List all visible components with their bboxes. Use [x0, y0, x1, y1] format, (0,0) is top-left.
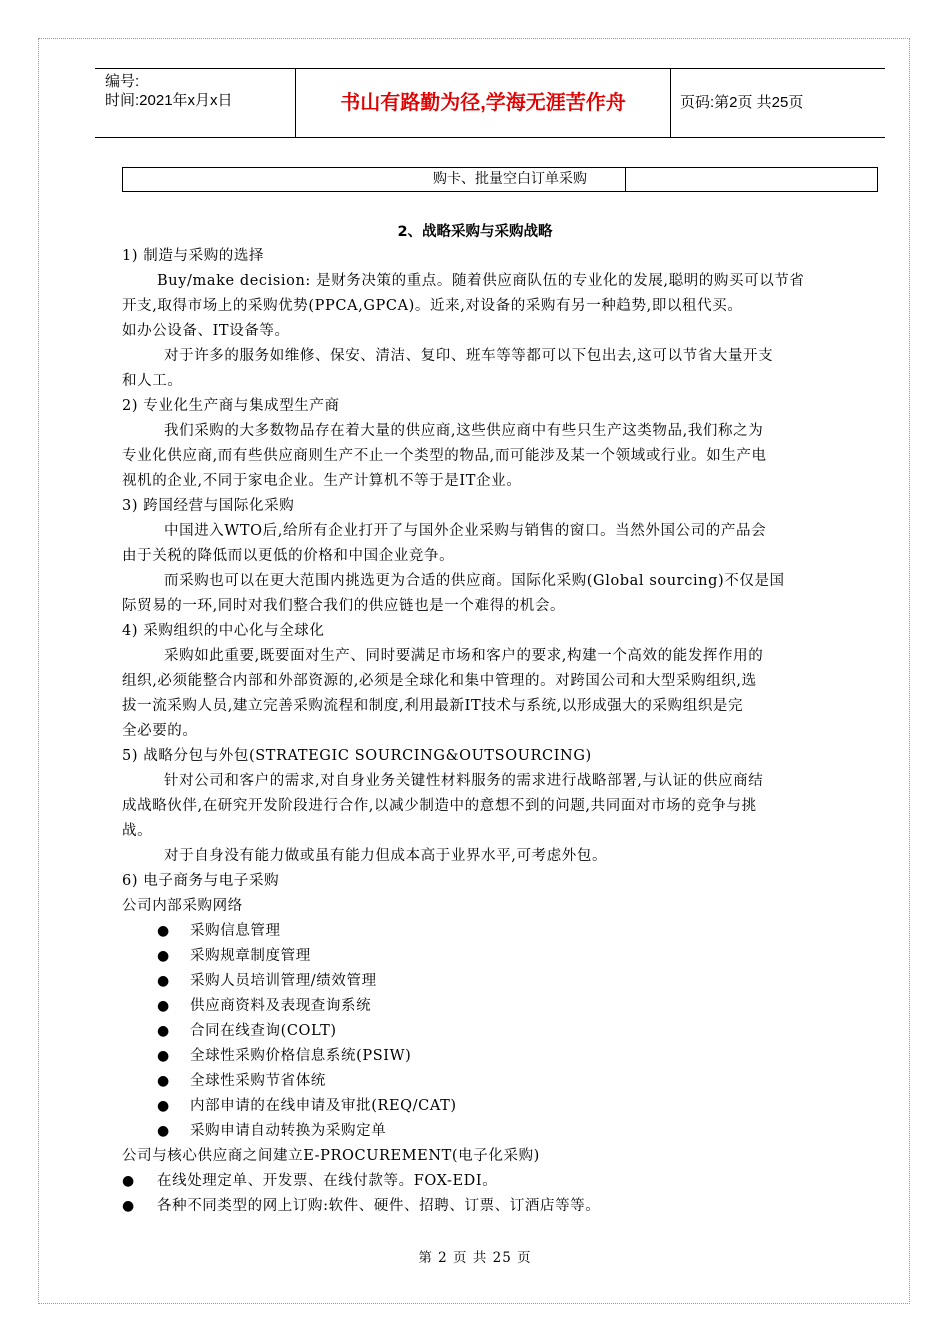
bullet-icon: ●	[122, 1198, 135, 1214]
paragraph-line: 战。	[122, 823, 153, 839]
list-item: 采购规章制度管理	[190, 948, 311, 964]
paragraph-line: 对于自身没有能力做或虽有能力但成本高于业界水平,可考虑外包。	[164, 848, 608, 864]
list-item: 供应商资料及表现查询系统	[190, 998, 372, 1014]
paragraph-line: 对于许多的服务如维修、保安、清洁、复印、班车等等都可以下包出去,这可以节省大量开支	[164, 348, 774, 364]
paragraph-line: 和人工。	[122, 373, 183, 389]
heading-2: 2) 专业化生产商与集成型生产商	[122, 398, 340, 414]
paragraph-line: 际贸易的一环,同时对我们整合我们的供应链也是一个难得的机会。	[122, 598, 566, 614]
header-motto: 书山有路勤为径,学海无涯苦作舟	[296, 69, 671, 137]
bullet-icon: ●	[157, 1048, 170, 1064]
section-title: 2、战略采购与采购战略	[397, 224, 553, 240]
document-time-label: 时间:2021年x月x日	[105, 92, 233, 109]
list-item: 全球性采购节省体统	[190, 1073, 326, 1089]
bullet-icon: ●	[157, 948, 170, 964]
paragraph-line: 我们采购的大多数物品存在着大量的供应商,这些供应商中有些只生产这类物品,我们称之为	[164, 423, 764, 439]
list-item: 各种不同类型的网上订购:软件、硬件、招聘、订票、订酒店等等。	[157, 1198, 601, 1214]
paragraph-line: 中国进入WTO后,给所有企业打开了与国外企业采购与销售的窗口。当然外国公司的产品会	[164, 523, 767, 539]
heading-3: 3) 跨国经营与国际化采购	[122, 498, 295, 514]
bullet-icon: ●	[157, 1098, 170, 1114]
heading-4: 4) 采购组织的中心化与全球化	[122, 623, 325, 639]
paragraph-line: 开支,取得市场上的采购优势(PPCA,GPCA)。近来,对设备的采购有另一种趋势,即以租代买。	[122, 298, 743, 314]
paragraph-line: 视机的企业,不同于家电企业。生产计算机不等于是IT企业。	[122, 473, 522, 489]
bullet-icon: ●	[157, 998, 170, 1014]
paragraph-line: 组织,必须能整合内部和外部资源的,必须是全球化和集中管理的。对跨国公司和大型采购组织,选	[122, 673, 757, 689]
header-page-info: 页码:第2页 共25页	[680, 94, 804, 111]
header-left-cell	[95, 69, 296, 137]
paragraph-line: 采购如此重要,既要面对生产、同时要满足市场和客户的要求,构建一个高效的能发挥作用的	[164, 648, 764, 664]
page-header	[95, 68, 885, 138]
paragraph-line: 成战略伙伴,在研究开发阶段进行合作,以减少制造中的意想不到的问题,共同面对市场的竞争与挑	[122, 798, 757, 814]
page-footer: 第 2 页 共 25 页	[418, 1250, 532, 1266]
subheading-internal-network: 公司内部采购网络	[122, 898, 243, 914]
paragraph-line: 拔一流采购人员,建立完善采购流程和制度,利用最新IT技术与系统,以形成强大的采购组织是完	[122, 698, 744, 714]
list-item: 全球性采购价格信息系统(PSIW)	[190, 1048, 412, 1064]
list-item: 采购申请自动转换为采购定单	[190, 1123, 387, 1139]
paragraph-line: 而采购也可以在更大范围内挑选更为合适的供应商。国际化采购(Global sourcing)不仅是国	[164, 573, 785, 589]
paragraph-line: Buy/make decision: 是财务决策的重点。随着供应商队伍的专业化的发展,聪明的购买可以节省	[157, 273, 805, 289]
bullet-icon: ●	[157, 1023, 170, 1039]
document-code-label: 编号:	[105, 73, 140, 90]
table-row	[122, 167, 878, 192]
subheading-core-supplier: 公司与核心供应商之间建立E-PROCUREMENT(电子化采购)	[122, 1148, 540, 1164]
bullet-icon: ●	[122, 1173, 135, 1189]
list-item: 采购人员培训管理/绩效管理	[190, 973, 377, 989]
list-item: 采购信息管理	[190, 923, 281, 939]
paragraph-line: 由于关税的降低而以更低的价格和中国企业竞争。	[122, 548, 455, 564]
bullet-icon: ●	[157, 1123, 170, 1139]
list-item: 内部申请的在线申请及审批(REQ/CAT)	[190, 1098, 457, 1114]
bullet-icon: ●	[157, 1073, 170, 1089]
list-item: 合同在线查询(COLT)	[190, 1023, 337, 1039]
paragraph-line: 针对公司和客户的需求,对自身业务关键性材料服务的需求进行战略部署,与认证的供应商结	[164, 773, 764, 789]
bullet-icon: ●	[157, 923, 170, 939]
list-item: 在线处理定单、开发票、在线付款等。FOX-EDI。	[157, 1173, 498, 1189]
heading-5: 5) 战略分包与外包(STRATEGIC SOURCING&OUTSOURCING)	[122, 748, 592, 764]
heading-6: 6) 电子商务与电子采购	[122, 873, 280, 889]
table-cell: 购卡、批量空白订单采购	[123, 168, 626, 191]
paragraph-line: 专业化供应商,而有些供应商则生产不止一个类型的物品,而可能涉及某一个领域或行业。如生产电	[122, 448, 767, 464]
bullet-icon: ●	[157, 973, 170, 989]
heading-1: 1) 制造与采购的选择	[122, 248, 265, 264]
paragraph-line: 如办公设备、IT设备等。	[122, 323, 290, 339]
paragraph-line: 全必要的。	[122, 723, 198, 739]
